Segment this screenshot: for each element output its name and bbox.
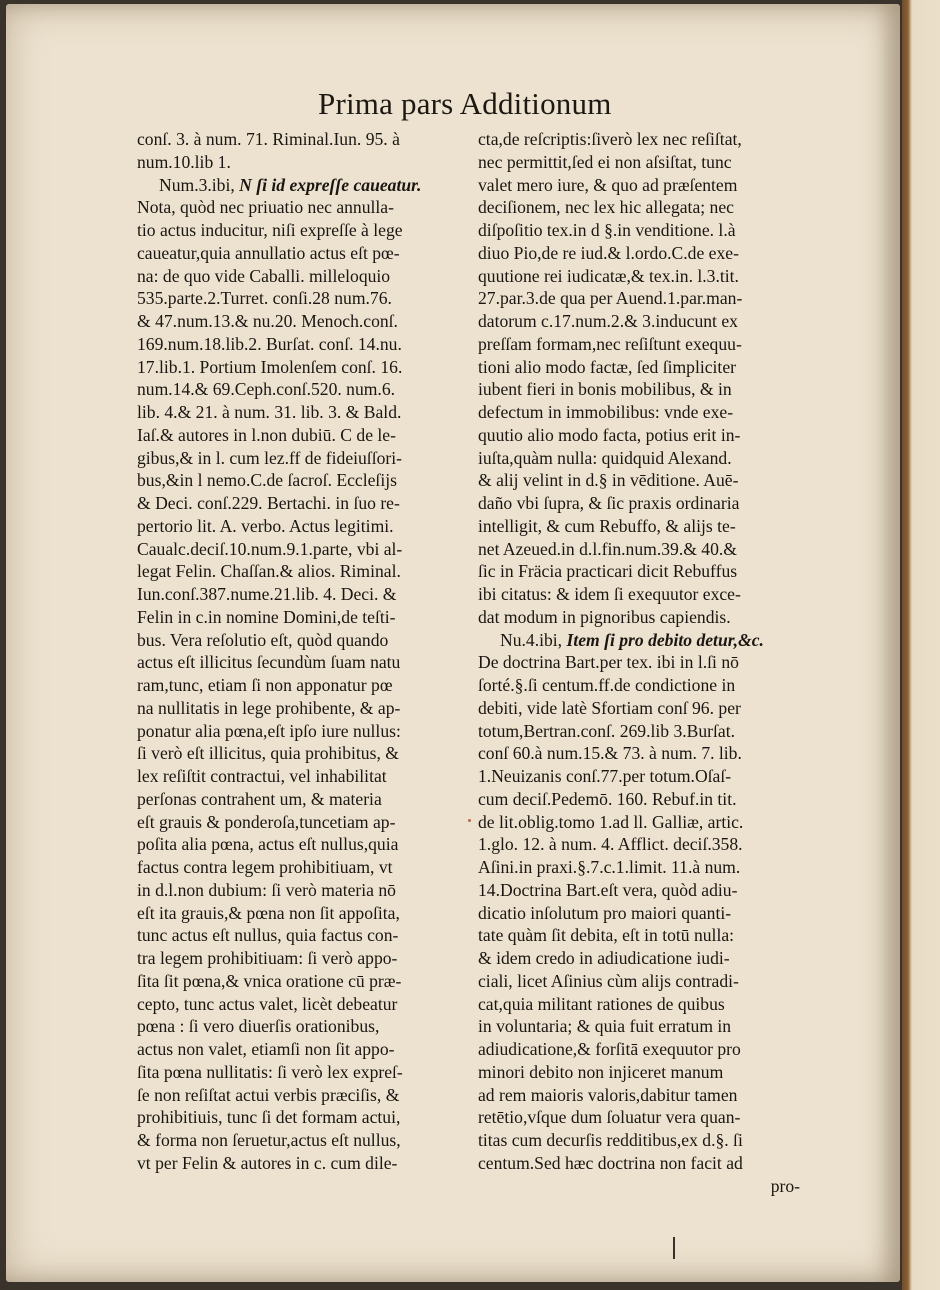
text-line: deciſionem, nec lex hic allegata; nec	[478, 197, 734, 218]
text-line: lex reſiſtit contractui, vel inhabilitat	[137, 766, 387, 786]
lemma-quote: N ſi id expreſſe caueatur.	[239, 174, 422, 195]
text-line: defectum in immobilibus: vnde exe-	[478, 402, 734, 422]
text-line: ſita pœna nullitatis: ſi verò lex expreſ-	[137, 1061, 403, 1082]
text-line: Nota, quòd nec priuatio nec annulla-	[137, 197, 394, 218]
text-line: na: de quo vide Caballi. milleloquio	[137, 265, 391, 286]
text-line: cum deciſ.Pedemō. 160. Rebuf.in tit.	[478, 788, 737, 809]
text-line: valet mero iure, & quo ad præſentem	[478, 174, 738, 195]
text-line: ſorté.§.ſi centum.ff.de condictione in	[478, 675, 736, 695]
text-line: Aſini.in praxi.§.7.c.1.limit. 11.à num.	[478, 857, 741, 877]
text-line: ſe non reſiſtat actui verbis præciſis, &	[137, 1084, 400, 1105]
text-line: perſonas contrahent um, & materia	[137, 788, 382, 809]
text-line: caueatur,quia annullatio actus eſt pœ-	[137, 242, 400, 263]
text-line: ad rem maioris valoris,dabitur tamen	[478, 1084, 738, 1105]
text-line: Felin in c.in nomine Domini,de teſti-	[137, 606, 396, 627]
text-line: dat modum in pignoribus capiendis.	[478, 606, 731, 627]
text-line: legat Felin. Chaſſan.& alios. Riminal.	[137, 561, 401, 582]
text-line: centum.Sed hæc doctrina non facit ad	[478, 1152, 743, 1173]
text-line: vt per Felin & autores in c. cum dile-	[137, 1152, 398, 1173]
text-line: lib. 4.& 21. à num. 31. lib. 3. & Bald.	[137, 402, 402, 422]
text-line: dicatio inſolutum pro maiori quanti-	[478, 902, 732, 923]
text-line: nec permittit,ſed ei non aſsiſtat, tunc	[478, 151, 732, 172]
text-line: in voluntaria; & quia fuit erratum in	[478, 1016, 732, 1037]
text-line: 535.parte.2.Turret. conſi.28 num.76.	[137, 288, 392, 309]
text-line: quutione rei iudicatæ,& tex.in. l.3.tit.	[478, 265, 739, 286]
text-line	[478, 629, 804, 652]
text-line: datorum c.17.num.2.& 3.inducunt ex	[478, 311, 738, 331]
text-line: tio actus inducitur, niſi expreſſe à lege	[137, 220, 403, 240]
text-line: & idem credo in adiudicatione iudi-	[478, 948, 730, 968]
text-line: pertorio lit. A. verbo. Actus legitimi.	[137, 515, 394, 536]
text-line: conſ. 3. à num. 71. Riminal.Iun. 95. à	[137, 129, 400, 149]
text-line: ſita ſit pœna,& vnica oratione cū præ-	[137, 970, 402, 991]
text-line: preſſam formam,nec reſiſtunt exequu-	[478, 333, 742, 354]
text-line: na nullitatis in lege prohibente, & ap-	[137, 697, 401, 718]
text-line: tioni alio modo factæ, ſed ſimpliciter	[478, 356, 736, 377]
text-line: retētio,vſque dum ſoluatur vera quan-	[478, 1107, 741, 1128]
text-line: gibus,& in l. cum lez.ff de fideiuſſori-	[137, 447, 402, 468]
text-line: bus. Vera reſolutio eſt, quòd quando	[137, 629, 389, 650]
page-header: Prima pars Additionum	[318, 86, 612, 121]
lemma-quote: Item ſi pro debito detur,&c.	[566, 629, 764, 650]
text-line: iubent fieri in bonis mobilibus, & in	[478, 379, 732, 400]
text-line: eſt grauis & ponderoſa,tuncetiam ap-	[137, 811, 396, 832]
text-line: tra legem prohibitiuam: ſi verò appo-	[137, 948, 398, 968]
text-line: Iaſ.& autores in l.non dubiū. C de le-	[137, 424, 396, 445]
printer-mark	[673, 1237, 675, 1259]
text-line: totum,Bertran.conſ. 269.lib 3.Burſat.	[478, 720, 736, 741]
text-line: diſpoſitio tex.in d §.in venditione. l.à	[478, 220, 736, 240]
text-line: tunc actus eſt nullus, quia factus con-	[137, 925, 399, 946]
text-line: iuſta,quàm nulla: quidquid Alexand.	[478, 447, 732, 468]
text-line: 27.par.3.de qua per Auend.1.par.man-	[478, 288, 743, 309]
text-line: diuo Pio,de re iud.& l.ordo.C.de exe-	[478, 242, 739, 263]
adjacent-page-edge	[902, 0, 940, 1290]
text-line: quutio alio modo facta, potius erit in-	[478, 424, 741, 445]
text-line: intelligit, & cum Rebuffo, & alijs te-	[478, 515, 736, 536]
text-line: cta,de reſcriptis:ſiverò lex nec reſiſtat,	[478, 129, 742, 149]
text-line: ponatur alia pœna,eſt ipſo iure nullus:	[137, 720, 401, 741]
text-line: bus,&in l nemo.C.de ſacroſ. Eccleſijs	[137, 470, 397, 491]
text-line: titas cum decurſis redditibus,ex d.§. ſi	[478, 1130, 743, 1150]
text-line: actus non valet, etiamſi non ſit appo-	[137, 1039, 395, 1059]
text-line: pœna : ſi vero diuerſis orationibus,	[137, 1016, 380, 1037]
text-line: 17.lib.1. Portium Imolenſem conſ. 16.	[137, 356, 403, 377]
text-line: & alij velint in d.§ in vēditione. Auē-	[478, 470, 739, 491]
right-column	[478, 128, 804, 1197]
text-line: actus eſt illicitus ſecundùm ſuam natu	[137, 652, 401, 673]
text-line: factus contra legem prohibitiuam, vt	[137, 857, 393, 877]
text-line: 169.num.18.lib.2. Burſat. conſ. 14.nu.	[137, 333, 402, 354]
text-line: & Deci. conſ.229. Bertachi. in ſuo re-	[137, 493, 400, 513]
text-line: ibi citatus: & idem ſi exequutor exce-	[478, 584, 741, 604]
text-line: De doctrina Bart.per tex. ibi in l.ſi nō	[478, 652, 739, 673]
lemma-reference: Num.3.ibi,	[159, 174, 240, 195]
text-line: adiudicatione,& forſitā exequutor pro	[478, 1039, 741, 1059]
text-line: prohibitiuis, tunc ſi det formam actui,	[137, 1107, 401, 1128]
text-line: de lit.oblig.tomo 1.ad ll. Galliæ, artic.	[478, 811, 744, 832]
text-line: & forma non ſeruetur,actus eſt nullus,	[137, 1130, 401, 1150]
text-line: conſ 60.à num.15.& 73. à num. 7. lib.	[478, 743, 742, 764]
text-line: pro-	[770, 1175, 800, 1196]
paper-fleck	[468, 819, 471, 822]
text-line: cepto, tunc actus valet, licèt debeatur	[137, 993, 398, 1014]
text-line: Iun.conſ.387.nume.21.lib. 4. Deci. &	[137, 584, 397, 604]
text-line: ram,tunc, etiam ſi non apponatur pœ	[137, 675, 393, 695]
text-line: eſt ita grauis,& pœna non ſit appoſita,	[137, 902, 400, 923]
text-line: net Azeued.in d.l.fin.num.39.& 40.&	[478, 538, 737, 559]
text-line: & 47.num.13.& nu.20. Menoch.conſ.	[137, 311, 398, 331]
text-line: tate quàm ſit debita, eſt in totū nulla:	[478, 925, 735, 946]
text-line: num.10.lib 1.	[137, 151, 231, 172]
text-line: minori debito non injiceret manum	[478, 1061, 724, 1082]
text-line	[137, 174, 463, 197]
text-line: poſita alia pœna, actus eſt nullus,quia	[137, 834, 399, 855]
text-line: 14.Doctrina Bart.eſt vera, quòd adiu-	[478, 879, 738, 900]
text-line: ſi verò eſt illicitus, quia prohibitus, &	[137, 743, 399, 764]
text-line: in d.l.non dubium: ſi verò materia nō	[137, 879, 396, 900]
text-line: Caualc.deciſ.10.num.9.1.parte, vbi al-	[137, 538, 403, 559]
lemma-reference: Nu.4.ibi,	[500, 629, 567, 650]
book-page	[6, 4, 900, 1282]
text-line: num.14.& 69.Ceph.conſ.520. num.6.	[137, 379, 396, 400]
text-line: ciali, licet Aſinius cùm alijs contradi-	[478, 970, 739, 991]
text-line: ſic in Fräcia practicari dicit Rebuffus	[478, 561, 738, 582]
text-line: 1.glo. 12. à num. 4. Afflict. deciſ.358.	[478, 834, 743, 855]
text-line: 1.Neuizanis conſ.77.per totum.Oſaſ-	[478, 766, 732, 786]
text-line: daño vbi ſupra, & ſic praxis ordinaria	[478, 493, 740, 513]
left-column	[137, 128, 463, 1175]
text-line: debiti, vide latè Sfortiam conſ 96. per	[478, 697, 741, 718]
text-line: cat,quia militant rationes de quibus	[478, 993, 725, 1014]
